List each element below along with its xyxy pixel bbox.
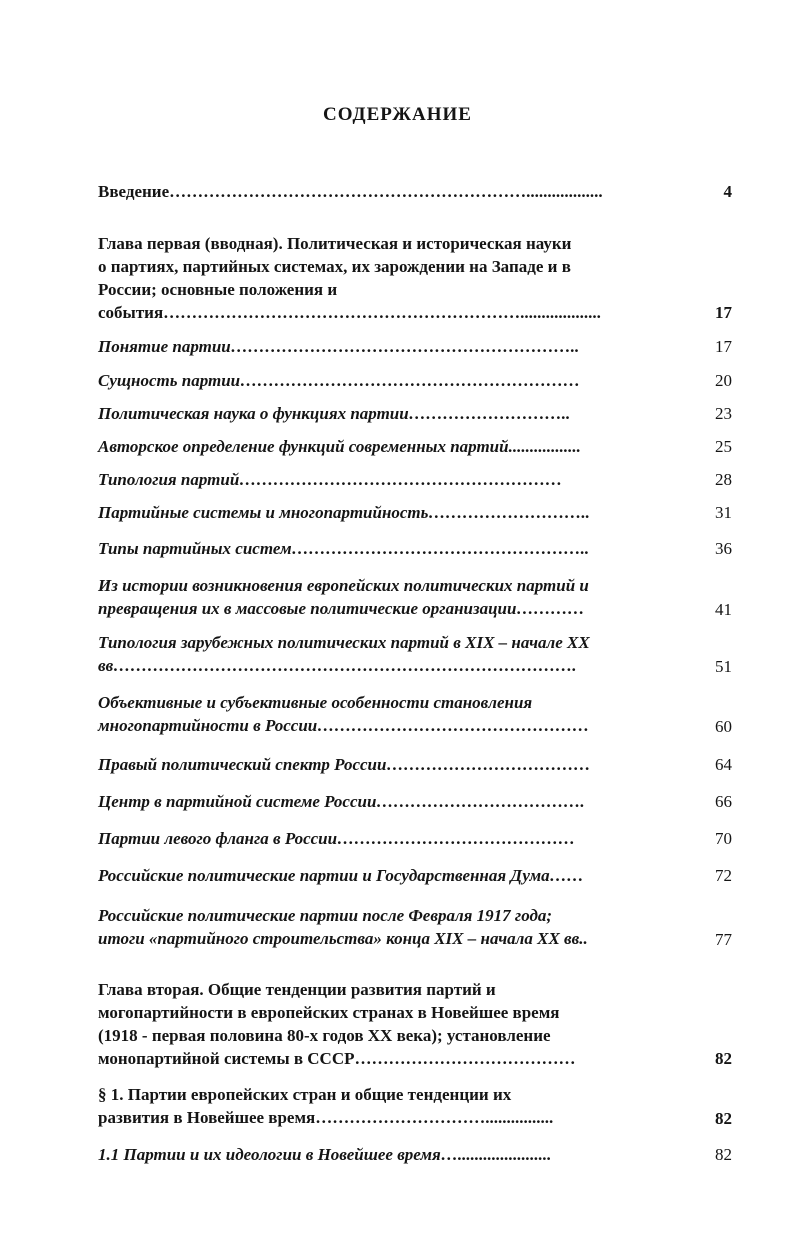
toc-entry-page-number: 20 [715, 371, 732, 390]
toc-entry-title: Российские политические партии после Февраля 1917 года; итоги «партийного строительства» конца XIX – начала XX вв.. [98, 906, 588, 948]
toc-entry[interactable] [98, 904, 662, 950]
toc-entry-title: Введение……………………………………………………….................. [98, 182, 603, 201]
toc-entry-page-number: 72 [715, 866, 732, 885]
toc-entry-page-number: 70 [715, 829, 732, 848]
toc-entry-page-number: 4 [723, 182, 732, 201]
toc-entry[interactable] [98, 335, 662, 358]
toc-entry-page-number: 60 [715, 717, 732, 736]
toc-entry-title: Из истории возникновения европейских политических партий и превращения их в массовые политические организации………… [98, 576, 589, 618]
toc-entry[interactable] [98, 1083, 662, 1129]
toc-entry[interactable] [98, 435, 662, 458]
toc-entry[interactable] [98, 402, 662, 425]
toc-entry-page-number: 28 [715, 470, 732, 489]
toc-entry-page-number: 41 [715, 600, 732, 619]
toc-entry[interactable] [98, 864, 662, 887]
toc-entry-page-number: 82 [715, 1145, 732, 1164]
toc-entry-page-number: 17 [715, 303, 732, 322]
toc-entry[interactable] [98, 468, 662, 491]
toc-entry-page-number: 25 [715, 437, 732, 456]
toc-entry-title: 1.1 Партии и их идеологии в Новейшее время…...................... [98, 1145, 552, 1164]
toc-entry-page-number: 77 [715, 930, 732, 949]
toc-entry[interactable] [98, 501, 662, 524]
toc-entry-title: Глава первая (вводная). Политическая и историческая науки о партиях, партийных системах, их зарождении на Западе и в России; основные положения и события………………………………………………………................... [98, 234, 601, 322]
toc-entry-title: § 1. Партии европейских стран и общие тенденции их развития в Новейшее время…………………………................ [98, 1085, 554, 1127]
toc-entry[interactable] [98, 691, 662, 737]
toc-entry-title: Политическая наука о функциях партии……………………….. [98, 404, 571, 423]
toc-entry[interactable] [98, 180, 662, 203]
toc-entry[interactable] [98, 574, 662, 620]
toc-entry[interactable] [98, 790, 662, 813]
toc-entry-page-number: 31 [715, 503, 732, 522]
toc-entry-title: Российские политические партии и Государственная Дума…… [98, 866, 584, 885]
toc-entry-title: Понятие партии…………………………………………………….. [98, 337, 580, 356]
toc-entry[interactable] [98, 978, 662, 1070]
toc-entry-title: Типология партий………………………………………………… [98, 470, 563, 489]
toc-entry-title: Партийные системы и многопартийность……………………….. [98, 503, 590, 522]
toc-entry[interactable] [98, 232, 662, 324]
toc-entry-page-number: 17 [715, 337, 732, 356]
toc-entry-page-number: 36 [715, 539, 732, 558]
toc-entry-title: Типология зарубежных политических партий в XIX – начале XX вв………………………………………………………………………. [98, 633, 590, 675]
toc-entry-page-number: 82 [715, 1049, 732, 1068]
toc-entry[interactable] [98, 753, 662, 776]
toc-entry[interactable] [98, 631, 662, 677]
toc-entry-title: Авторское определение функций современных партий................. [98, 437, 581, 456]
page-title: СОДЕРЖАНИЕ [323, 104, 472, 125]
toc-entry-page-number: 64 [715, 755, 732, 774]
toc-entry-page-number: 51 [715, 657, 732, 676]
toc-entry-page-number: 66 [715, 792, 732, 811]
toc-entry[interactable] [98, 369, 662, 392]
toc-entry[interactable] [98, 827, 662, 850]
toc-entry-title: Партии левого фланга в России…………………………………… [98, 829, 576, 848]
toc-entry-page-number: 82 [715, 1109, 732, 1128]
toc-entry-title: Центр в партийной системе России………………………………. [98, 792, 585, 811]
toc-entry-page-number: 23 [715, 404, 732, 423]
toc-entry-title: Сущность партии…………………………………………………… [98, 371, 581, 390]
toc-entry-title: Объективные и субъективные особенности становления многопартийности в России………………………………………… [98, 693, 590, 735]
toc-entry[interactable] [98, 537, 662, 560]
toc-entry-title: Правый политический спектр России……………………………… [98, 755, 591, 774]
toc-entry-title: Глава вторая. Общие тенденции развития партий и могопартийности в европейских странах в Новейшее время (1918 - первая половина 80-х годов XX века); установление монопартийной системы в СССР………………………………… [98, 980, 576, 1068]
toc-entry[interactable] [98, 1143, 662, 1166]
toc-entry-title: Типы партийных систем…………………………………………….. [98, 539, 590, 558]
